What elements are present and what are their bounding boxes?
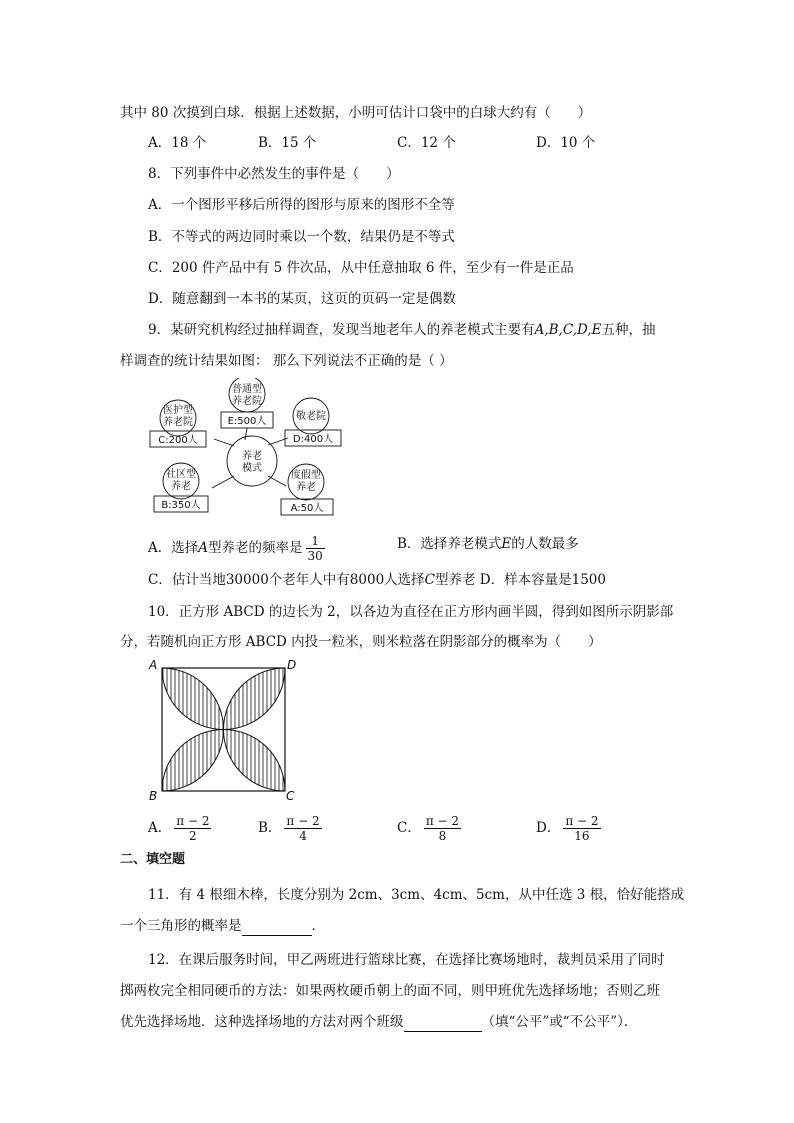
q11-line2-end: ．: [311, 918, 325, 934]
fraction-numerator: π − 2: [176, 814, 210, 828]
q9-option-a-var: A: [198, 540, 208, 556]
fraction-numerator: π − 2: [286, 814, 320, 828]
q9-option-c-mid: 个老年人中有: [268, 572, 350, 588]
q12-answer-blank[interactable]: [404, 1017, 482, 1032]
node-c-name-1: 医护型: [163, 405, 193, 416]
node-a-name-2: 养老: [296, 482, 316, 493]
node-b-name-2: 养老: [171, 481, 191, 492]
fraction-numerator: 1: [306, 534, 325, 549]
q7-option-d[interactable]: D．10 个: [536, 135, 596, 151]
q8-stem: 8．下列事件中必然发生的事件是（ ）: [148, 166, 400, 182]
connector-b: [212, 476, 234, 488]
node-c-name-2: 养老院: [163, 417, 193, 428]
center-label-1: 养老: [242, 451, 262, 462]
q9-option-c-post: 型养老 D．样本容量是: [435, 572, 572, 588]
q11-stem-line2: [120, 916, 325, 936]
vertex-b-label: B: [149, 789, 158, 802]
fraction-denominator: 2: [189, 829, 197, 843]
petal-top-left: [162, 668, 224, 730]
q9-stem-b: 五种，抽: [601, 322, 656, 338]
fraction-denominator: 8: [438, 829, 447, 843]
node-e-name-1: 普通型: [232, 384, 262, 395]
petal-bottom-left: [162, 730, 224, 792]
node-b-value: B:350人: [161, 500, 201, 511]
q10-option-b[interactable]: [258, 814, 322, 843]
q9-option-c-mid2: 人选择: [384, 572, 425, 588]
q9-option-b-var: E: [501, 536, 512, 552]
node-d-name: 敬老院: [296, 411, 326, 422]
node-a-value: A:50人: [290, 503, 324, 514]
q8-option-b[interactable]: B．不等式的两边同时乘以一个数，结果仍是不等式: [148, 229, 455, 245]
q10-option-a-fraction: [174, 814, 211, 843]
q7-stem-continuation: 其中 80 次摸到白球．根据上述数据，小明可估计口袋中的白球大约有（ ）: [120, 105, 592, 121]
center-label-2: 模式: [242, 463, 262, 474]
q11-stem-line1: 11．有 4 根细木棒，长度分别为 2cm、3cm、4cm、5cm，从中任选 3 根，恰好能搭成: [148, 887, 685, 903]
q9-option-c-n1: 30000: [225, 572, 269, 588]
fraction-numerator: π − 2: [425, 814, 460, 828]
node-e-value: E:500人: [227, 416, 267, 427]
q12-line3-end: （填“公平”或“不公平”）．: [481, 1014, 638, 1030]
q10-option-b-letter: B．: [258, 820, 282, 836]
vertex-a-label: A: [149, 658, 158, 672]
q10-option-c-letter: C．: [397, 820, 421, 836]
q10-option-d-letter: D．: [536, 820, 561, 836]
q9-option-c-d[interactable]: [148, 570, 606, 590]
q9-option-c-pre: C．估计当地: [148, 572, 226, 588]
q11-answer-blank[interactable]: [242, 921, 312, 936]
q9-option-a[interactable]: [148, 534, 325, 563]
q10-option-d-fraction: [563, 814, 600, 843]
q8-option-d[interactable]: D．随意翻到一本书的某页，这页的页码一定是偶数: [148, 291, 456, 307]
q7-option-c[interactable]: C．12 个: [397, 135, 456, 151]
q8-option-a[interactable]: A．一个图形平移后所得的图形与原来的图形不全等: [148, 197, 455, 213]
node-d-value: D:400人: [292, 434, 334, 445]
q9-stem: [148, 320, 655, 340]
fraction-denominator: 16: [574, 829, 590, 843]
q10-option-a-letter: A．: [148, 820, 172, 836]
q9-elderly-care-diagram: [148, 378, 354, 522]
connector-c: [214, 439, 234, 446]
q10-option-c-fraction: [424, 814, 461, 843]
vertex-d-label: D: [287, 658, 297, 672]
fraction-numerator: π − 2: [565, 814, 599, 828]
node-e-name-2: 养老院: [232, 396, 262, 407]
q9-option-b-post: 的人数最多: [511, 536, 579, 552]
q10-stem-line1: 10．正方形 ABCD 的边长为 2，以各边为直径在正方形内画半圆，得到如图所示阴影部: [148, 604, 674, 620]
section-title-fill-in: 二、填空题: [120, 852, 186, 867]
node-c-value: C:200人: [158, 435, 198, 446]
q10-square-figure: [146, 654, 300, 802]
connector-e: [245, 428, 247, 440]
q9-option-c-n2: 8000: [349, 572, 385, 588]
node-a-name-1: 度假型: [291, 470, 321, 481]
q12-stem-line2: 掷两枚完全相同硬币的方法：如果两枚硬币朝上的面不同，则甲班优先选择场地；否则乙班: [120, 983, 660, 999]
q9-option-b-pre: B．选择养老模式: [397, 536, 502, 552]
q12-stem-line3: [120, 1012, 637, 1032]
q8-option-c[interactable]: C．200 件产品中有 5 件次品，从中任意抽取 6 件，至少有一件是正品: [148, 260, 574, 276]
q9-stem-line2: 样调查的统计结果如图： 那么下列说法不正确的是（ ）: [120, 353, 453, 369]
q10-option-d[interactable]: [536, 814, 601, 843]
q7-option-b[interactable]: B．15 个: [258, 135, 317, 151]
petal-bottom-right: [224, 730, 286, 792]
q11-line2-text: 一个三角形的概率是: [120, 918, 242, 934]
fraction-denominator: 4: [299, 829, 307, 843]
q9-option-a-pre: A．选择: [148, 540, 199, 556]
q12-line3-text: 优先选择场地．这种选择场地的方法对两个班级: [120, 1014, 404, 1030]
q9-option-a-post: 型养老的频率是: [208, 540, 303, 556]
q10-option-a[interactable]: [148, 814, 211, 843]
q9-stem-vars: A,B,C,D,E: [534, 322, 602, 338]
q9-option-a-fraction: [306, 534, 325, 563]
fraction-denominator: 30: [307, 549, 323, 563]
vertex-c-label: C: [286, 789, 295, 802]
q10-option-c[interactable]: [397, 814, 461, 843]
q10-stem-line2: 分，若随机向正方形 ABCD 内投一粒米，则米粒落在阴影部分的概率为（ ）: [120, 634, 602, 650]
q10-option-b-fraction: [284, 814, 321, 843]
q9-option-b[interactable]: [397, 534, 579, 554]
q9-option-c-var: C: [424, 572, 435, 588]
node-b-name-1: 社区型: [166, 469, 196, 480]
q7-option-a[interactable]: A．18 个: [148, 135, 207, 151]
q9-option-d-n3: 1500: [571, 572, 606, 588]
q12-stem-line1: 12．在课后服务时间，甲乙两班进行篮球比赛，在选择比赛场地时，裁判员采用了同时: [148, 952, 665, 968]
petal-top-right: [224, 668, 286, 730]
q9-stem-a: 9．某研究机构经过抽样调查，发现当地老年人的养老模式主要有: [148, 322, 535, 338]
